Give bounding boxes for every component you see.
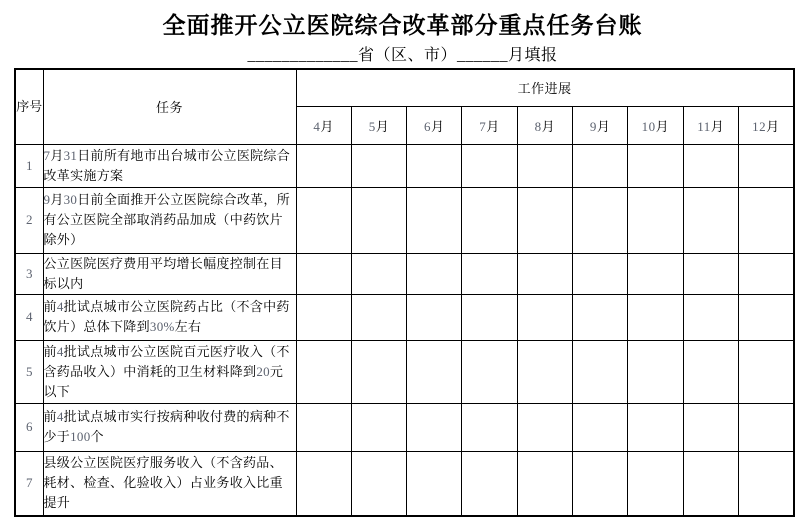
progress-cell <box>572 144 627 187</box>
task-column-header: 任务 <box>43 69 296 144</box>
progress-cell <box>296 451 351 516</box>
progress-cell <box>462 187 517 253</box>
progress-cell <box>517 144 572 187</box>
task-cell: 前4批试点城市实行按病种收付费的病种不少于100个 <box>43 403 296 451</box>
task-row <box>15 451 794 516</box>
progress-cell <box>351 253 406 294</box>
progress-column-header: 工作进展 <box>296 69 794 106</box>
progress-cell <box>628 294 683 340</box>
progress-cell <box>351 403 406 451</box>
task-row <box>15 294 794 340</box>
progress-cell <box>572 340 627 403</box>
progress-cell <box>572 187 627 253</box>
progress-cell <box>296 340 351 403</box>
task-ledger-table <box>14 68 795 517</box>
progress-cell <box>407 187 462 253</box>
serial-column-header: 序号 <box>15 69 43 144</box>
progress-cell <box>462 403 517 451</box>
task-cell: 7月31日前所有地市出台城市公立医院综合改革实施方案 <box>43 144 296 187</box>
progress-cell <box>683 403 738 451</box>
progress-cell <box>351 294 406 340</box>
serial-cell: 7 <box>15 451 43 516</box>
month-column-header: 6月 <box>407 106 462 144</box>
progress-cell <box>683 340 738 403</box>
month-column-header: 4月 <box>296 106 351 144</box>
progress-cell <box>407 340 462 403</box>
progress-cell <box>351 340 406 403</box>
month-column-header: 10月 <box>628 106 683 144</box>
progress-cell <box>628 340 683 403</box>
progress-cell <box>517 340 572 403</box>
task-cell: 前4批试点城市公立医院药占比（不含中药饮片）总体下降到30%左右 <box>43 294 296 340</box>
progress-cell <box>628 451 683 516</box>
serial-cell: 1 <box>15 144 43 187</box>
progress-cell <box>407 253 462 294</box>
progress-cell <box>351 187 406 253</box>
progress-cell <box>407 294 462 340</box>
document-title: 全面推开公立医院综合改革部分重点任务台账 <box>162 13 643 38</box>
progress-cell <box>407 451 462 516</box>
progress-cell <box>296 294 351 340</box>
progress-cell <box>738 187 793 253</box>
progress-cell <box>738 340 793 403</box>
progress-cell <box>462 253 517 294</box>
task-cell: 前4批试点城市公立医院百元医疗收入（不含药品收入）中消耗的卫生材料降到20元以下 <box>43 340 296 403</box>
progress-cell <box>738 294 793 340</box>
progress-cell <box>628 403 683 451</box>
task-row <box>15 403 794 451</box>
month-column-header: 9月 <box>572 106 627 144</box>
task-cell: 县级公立医院医疗服务收入（不含药品、耗材、检查、化验收入）占业务收入比重提升 <box>43 451 296 516</box>
progress-cell <box>296 187 351 253</box>
progress-cell <box>462 451 517 516</box>
progress-cell <box>572 294 627 340</box>
month-column-header: 7月 <box>462 106 517 144</box>
serial-cell: 5 <box>15 340 43 403</box>
month-column-header: 11月 <box>683 106 738 144</box>
progress-cell <box>683 294 738 340</box>
progress-cell <box>683 451 738 516</box>
progress-cell <box>351 451 406 516</box>
progress-cell <box>683 144 738 187</box>
document-subtitle: _____________省（区、市）______月填报 <box>247 47 558 64</box>
progress-cell <box>517 187 572 253</box>
progress-cell <box>517 253 572 294</box>
progress-cell <box>628 144 683 187</box>
progress-cell <box>738 451 793 516</box>
progress-cell <box>628 187 683 253</box>
month-column-header: 12月 <box>738 106 793 144</box>
progress-cell <box>628 253 683 294</box>
progress-cell <box>572 253 627 294</box>
progress-cell <box>517 294 572 340</box>
month-column-header: 5月 <box>351 106 406 144</box>
task-row <box>15 187 794 253</box>
progress-cell <box>462 340 517 403</box>
progress-cell <box>517 403 572 451</box>
progress-cell <box>462 294 517 340</box>
header-row-top <box>15 69 794 106</box>
progress-cell <box>296 403 351 451</box>
progress-cell <box>296 144 351 187</box>
progress-cell <box>517 451 572 516</box>
progress-cell <box>351 144 406 187</box>
task-row <box>15 144 794 187</box>
task-row <box>15 340 794 403</box>
progress-cell <box>683 187 738 253</box>
serial-cell: 3 <box>15 253 43 294</box>
progress-cell <box>683 253 738 294</box>
progress-cell <box>738 253 793 294</box>
task-cell: 9月30日前全面推开公立医院综合改革，所有公立医院全部取消药品加成（中药饮片除外） <box>43 187 296 253</box>
progress-cell <box>296 253 351 294</box>
month-column-header: 8月 <box>517 106 572 144</box>
serial-cell: 4 <box>15 294 43 340</box>
serial-cell: 6 <box>15 403 43 451</box>
serial-cell: 2 <box>15 187 43 253</box>
task-cell: 公立医院医疗费用平均增长幅度控制在目标以内 <box>43 253 296 294</box>
task-row <box>15 253 794 294</box>
progress-cell <box>738 144 793 187</box>
progress-cell <box>738 403 793 451</box>
progress-cell <box>462 144 517 187</box>
progress-cell <box>572 451 627 516</box>
progress-cell <box>407 403 462 451</box>
progress-cell <box>572 403 627 451</box>
progress-cell <box>407 144 462 187</box>
